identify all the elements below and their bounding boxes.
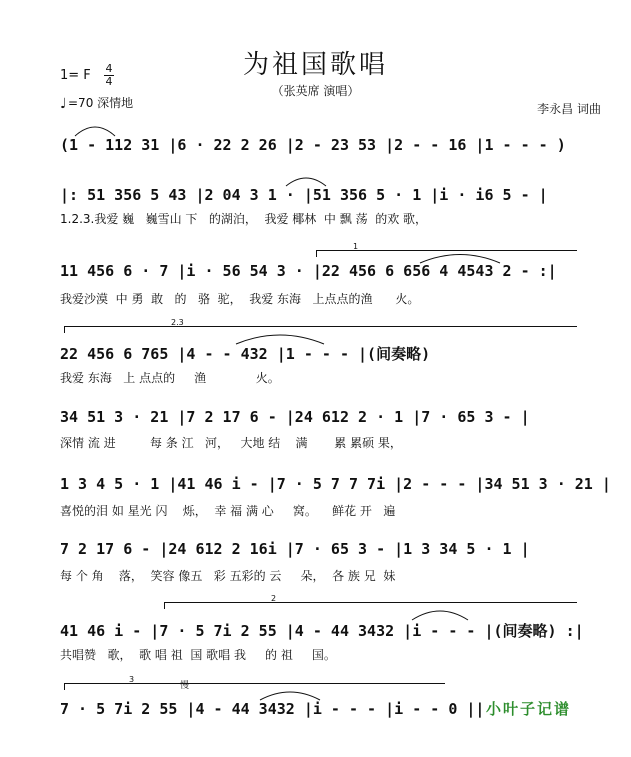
score-line-1: (1 - 112 31 |6 · 22 2 26 |2 - 23 53 |2 - - 16 |1 - - - ) [60, 136, 566, 154]
volta-bracket-2 [164, 594, 577, 609]
score-line-6: 1 3 4 5 · 1 |41 46 i - |7 · 5 7 7 7i |2 - - - |34 51 3 · 21 | [60, 475, 611, 493]
score-line-2: |: 51 356 5 43 |2 04 3 1 · |51 356 5 · 1 |i · i6 5 - | [60, 186, 548, 204]
volta-bracket-1 [316, 242, 577, 257]
volta-bracket-2-3 [64, 318, 577, 333]
score-line-5: 34 51 3 · 21 |7 2 17 6 - |24 612 2 · 1 |7 · 65 3 - | [60, 408, 530, 426]
quarter-note-icon: ♩ [60, 96, 67, 112]
lyric-line-4: 我爱 东海 上 点点的 渔 火。 [60, 371, 280, 385]
key-signature: 1= F [60, 68, 91, 83]
lyric-line-5: 深情 流 进 每 条 江 河， 大地 结 满 累 累硕 果， [60, 436, 402, 450]
time-signature [103, 63, 115, 88]
lyric-line-6: 喜悦的泪 如 星光 闪 烁， 幸 福 满 心 窝。 鲜花 开 遍 [60, 504, 396, 518]
time-signature-top: 4 [105, 62, 113, 75]
lyric-line-7: 每 个 角 落， 笑容 像五 彩 五彩的 云 朵， 各 族 兄 妹 [60, 569, 396, 583]
slur [260, 692, 320, 700]
volta-bracket-3 [64, 675, 445, 690]
performer-credit: （张英席 演唱） [271, 84, 360, 98]
volta-label: 2.3 [171, 318, 184, 327]
volta-label: 3 [129, 675, 135, 684]
tempo-value: =70 [68, 96, 94, 110]
slow-tempo-mark: 慢 [180, 681, 190, 691]
tempo-expression: 深情地 [97, 96, 134, 110]
tempo-marking [60, 94, 133, 111]
song-title: 为祖国歌唱 [242, 50, 388, 80]
lyric-line-2: 1.2.3.我爱 巍 巍雪山 下 的湖泊， 我爱 椰林 中 飘 荡 的欢 歌， [60, 212, 428, 226]
lyric-line-8: 共唱赞 歌， 歌 唱 祖 国 歌唱 我 的 祖 国。 [60, 648, 336, 662]
slur [75, 127, 115, 136]
score-line-4: 22 456 6 765 |4 - - 432 |1 - - - |(间奏略) [60, 345, 431, 363]
score-line-9: 7 · 5 7i 2 55 |4 - 44 3432 |i - - - |i - - 0 || [60, 700, 485, 718]
slur [286, 178, 326, 186]
volta-label: 1 [353, 242, 359, 251]
slur [412, 611, 468, 620]
author-credit: 李永昌 词曲 [537, 102, 601, 116]
time-signature-bottom: 4 [105, 75, 113, 88]
score-line-7: 7 2 17 6 - |24 612 2 16i |7 · 65 3 - |1 3 34 5 · 1 | [60, 540, 530, 558]
transcriber-brand: 小叶子记谱 [485, 700, 571, 718]
volta-label: 2 [271, 594, 277, 603]
score-line-8: 41 46 i - |7 · 5 7i 2 55 |4 - 44 3432 |i - - - |(间奏略) :| [60, 622, 584, 640]
score-line-3: 11 456 6 · 7 |i · 56 54 3 · |22 456 6 656 4 4543 2 - :| [60, 262, 557, 280]
lyric-line-3: 我爱沙漠 中 勇 敢 的 骆 驼， 我爱 东海 上点点的渔 火。 [60, 292, 420, 306]
